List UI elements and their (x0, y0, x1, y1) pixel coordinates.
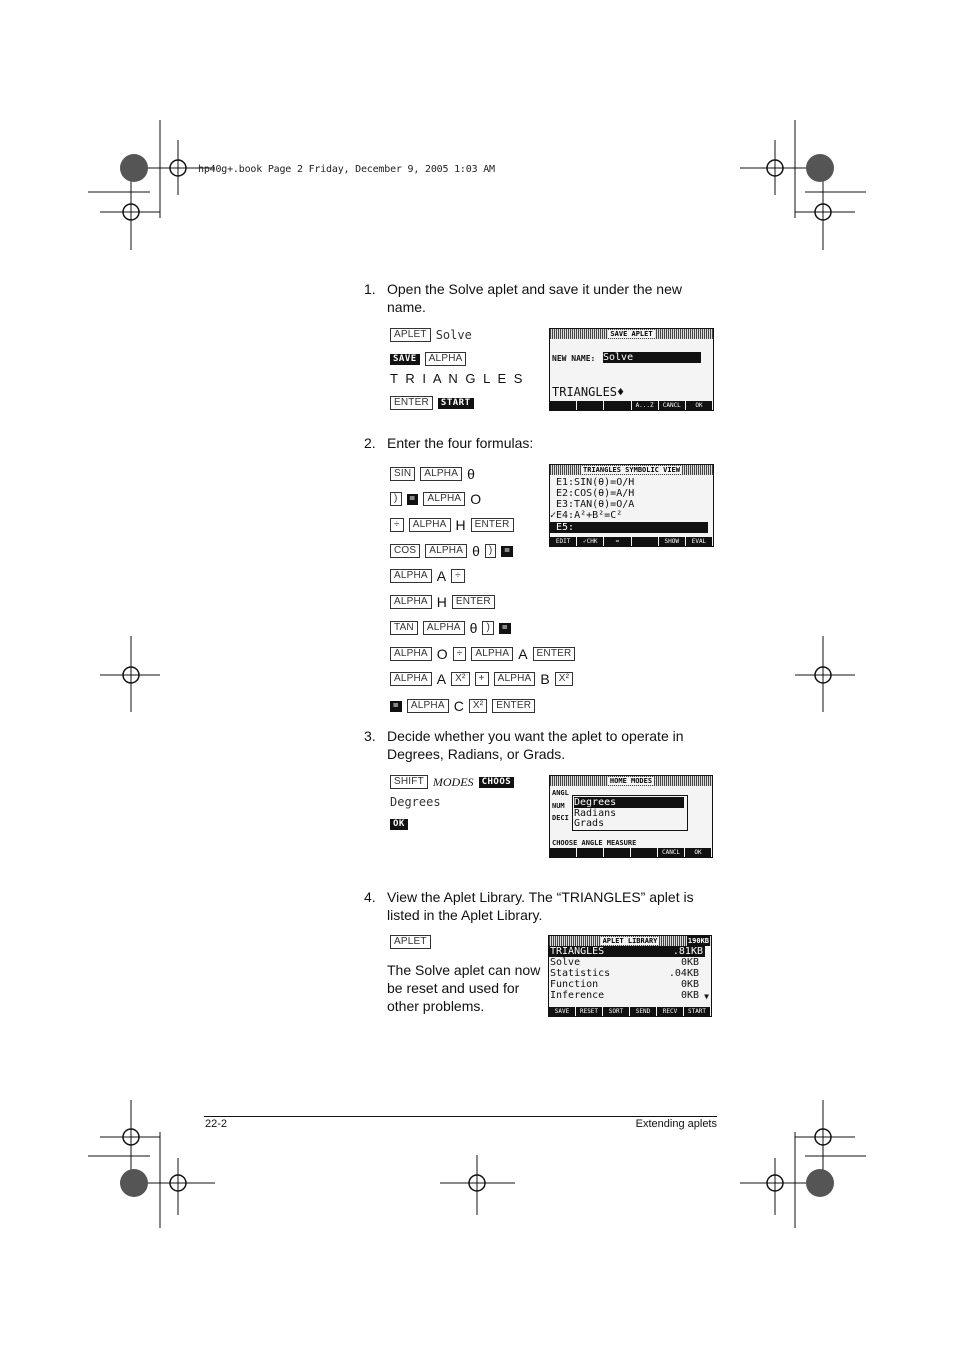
theta-char: θ (469, 620, 478, 636)
alpha-key: ALPHA (471, 647, 513, 661)
step-text: Decide whether you want the aplet to operate in Degrees, Radians, or Grads. (387, 728, 684, 762)
softkey-menu: CANCL OK (550, 848, 712, 857)
divide-key: ÷ (390, 518, 404, 532)
footer-rule (204, 1116, 717, 1117)
ok-row (390, 814, 408, 834)
letter-a: A (436, 671, 447, 687)
formula-row-5 (390, 566, 465, 586)
letter-c: C (453, 698, 464, 714)
save-softkey: SAVE (390, 354, 420, 365)
equation-line: E2:COS(θ)=A/H (556, 488, 635, 499)
screen-hint: CHOOSE ANGLE MEASURE (552, 839, 637, 847)
step-number: 2. (364, 435, 376, 451)
scroll-down-icon: ▼ (703, 523, 708, 532)
side-label: NUM (552, 802, 565, 810)
step-number: 4. (364, 889, 376, 905)
formula-row-8 (390, 644, 575, 664)
step-2 (364, 434, 704, 452)
letter-o: O (436, 646, 448, 662)
formula-row-6 (390, 592, 495, 612)
equals-softkey: = (499, 623, 511, 634)
new-name-value: Solve (603, 352, 701, 363)
letter-a: A (436, 568, 447, 584)
softkey-menu: SAVE RESET SORT SEND RECV START (549, 1007, 711, 1016)
step-text: Open the Solve aplet and save it under the new name. (387, 281, 682, 315)
aplet-name: Inference (550, 990, 605, 1001)
paren-key: ) (485, 544, 497, 558)
degrees-text: Degrees (390, 795, 441, 809)
letter-o: O (470, 491, 482, 507)
x-squared-key: X² (555, 672, 573, 686)
new-name-label: NEW NAME: (552, 354, 596, 363)
keys-row-1 (390, 325, 472, 345)
formula-row-3 (390, 515, 514, 535)
print-header: hp40g+.book Page 2 Friday, December 9, 2005 1:03 AM (198, 164, 495, 175)
aplet-size: .04KB (668, 968, 699, 979)
shift-key: SHIFT (390, 775, 428, 789)
formula-row-2 (390, 489, 481, 509)
aplet-size: 0KB (680, 979, 699, 990)
softkey-menu: A...Z CANCL OK (550, 401, 713, 410)
aplet-name: Function (550, 979, 599, 990)
aplet-size: 0KB (680, 990, 699, 1001)
letter-h: H (455, 517, 466, 533)
section-title: Extending aplets (635, 1118, 717, 1130)
x-squared-key: X² (451, 672, 469, 686)
modes-label: MODES (432, 774, 474, 789)
home-modes-screen (549, 775, 713, 858)
plus-key: + (475, 672, 489, 686)
screen-title: SAVE APLET (610, 330, 653, 338)
enter-key: ENTER (471, 518, 514, 532)
tan-key: TAN (390, 621, 418, 635)
alpha-key: ALPHA (409, 518, 451, 532)
ok-softkey: OK (390, 819, 408, 830)
letter-a: A (518, 646, 528, 662)
paren-key: ) (482, 621, 494, 635)
divide-key: ÷ (453, 647, 467, 661)
solve-text: Solve (435, 328, 472, 342)
alpha-key: ALPHA (425, 544, 467, 558)
enter-key: ENTER (533, 647, 576, 661)
theta-char: θ (472, 543, 480, 559)
alpha-key: ALPHA (407, 699, 449, 713)
x-squared-key: X² (469, 699, 487, 713)
page-number: 22-2 (205, 1118, 228, 1130)
free-memory: 190KB (687, 937, 709, 945)
alpha-key: ALPHA (494, 672, 536, 686)
formula-row-10 (390, 696, 535, 716)
step-4-caption: The Solve aplet can now be reset and used for other problems. (387, 962, 541, 1014)
theta-char: θ (467, 466, 475, 482)
paren-key: ) (390, 492, 402, 506)
equation-line-selected: E5: (550, 522, 708, 533)
screen-title: APLET LIBRARY (602, 937, 658, 945)
alpha-key: ALPHA (423, 492, 465, 506)
step-number: 3. (364, 728, 376, 744)
step-text: Enter the four formulas: (387, 435, 534, 451)
step-4 (364, 888, 704, 924)
equals-softkey: = (390, 701, 402, 712)
option-degrees: Degrees (574, 797, 684, 808)
cos-key: COS (390, 544, 420, 558)
enter-key: ENTER (492, 699, 535, 713)
enter-key: ENTER (452, 595, 495, 609)
alpha-key: ALPHA (390, 569, 432, 583)
keys-row-mode (390, 772, 514, 792)
side-label: DECI (552, 814, 569, 822)
letter-b: B (540, 671, 550, 687)
aplet-name: Solve (550, 957, 581, 968)
triangles-text: T R I A N G L E S (390, 370, 525, 386)
aplet-size: .81KB (672, 946, 703, 957)
start-softkey: START (438, 398, 474, 409)
aplet-name: Statistics (550, 968, 611, 979)
equals-softkey: = (501, 546, 513, 557)
aplet-key: APLET (390, 935, 431, 949)
alpha-key: ALPHA (390, 672, 432, 686)
alpha-key: ALPHA (425, 352, 467, 366)
option-grads: Grads (574, 818, 605, 829)
equals-softkey: = (407, 494, 419, 505)
keys-row-library (390, 932, 431, 952)
aplet-size: 0KB (680, 957, 699, 968)
equation-line: E3:TAN(θ)=O/A (556, 499, 635, 510)
formula-row-7 (390, 618, 511, 638)
screen-title: HOME MODES (609, 777, 653, 785)
enter-key: ENTER (390, 396, 433, 410)
angle-choose-box (572, 795, 688, 831)
degrees-row (390, 792, 441, 812)
aplet-name: TRIANGLES (550, 946, 605, 957)
softkey-menu: EDIT ✓CHK = SHOW EVAL (550, 537, 713, 546)
entry-line: TRIANGLES♦ (552, 385, 625, 399)
choos-softkey: CHOOS (479, 777, 515, 788)
letter-h: H (436, 594, 447, 610)
scroll-down-icon: ▼ (704, 992, 709, 1001)
aplet-library-screen (548, 935, 712, 1017)
formula-row-9 (390, 669, 573, 689)
screen-title: TRIANGLES SYMBOLIC VIEW (583, 466, 680, 474)
step-3 (364, 727, 704, 763)
divide-key: ÷ (451, 569, 465, 583)
sin-key: SIN (390, 467, 415, 481)
option-radians: Radians (574, 808, 617, 819)
step-number: 1. (364, 281, 376, 297)
side-label: ANGL (552, 789, 569, 797)
alpha-key: ALPHA (420, 467, 462, 481)
step-text: View the Aplet Library. The “TRIANGLES” aplet is listed in the Aplet Library. (387, 889, 694, 923)
aplet-key: APLET (390, 328, 431, 342)
equation-line: E1:SIN(θ)=O/H (556, 477, 635, 488)
step-1 (364, 280, 704, 316)
formula-row-4 (390, 541, 513, 561)
alpha-key: ALPHA (423, 621, 465, 635)
alpha-key: ALPHA (390, 595, 432, 609)
equation-line: ✓E4:A²+B²=C² (550, 510, 623, 521)
formula-row-1 (390, 464, 475, 484)
keys-row-4 (390, 393, 474, 413)
symbolic-view-screen (549, 464, 714, 547)
alpha-key: ALPHA (390, 647, 432, 661)
save-aplet-screen (549, 328, 714, 411)
keys-row-2 (390, 349, 466, 369)
